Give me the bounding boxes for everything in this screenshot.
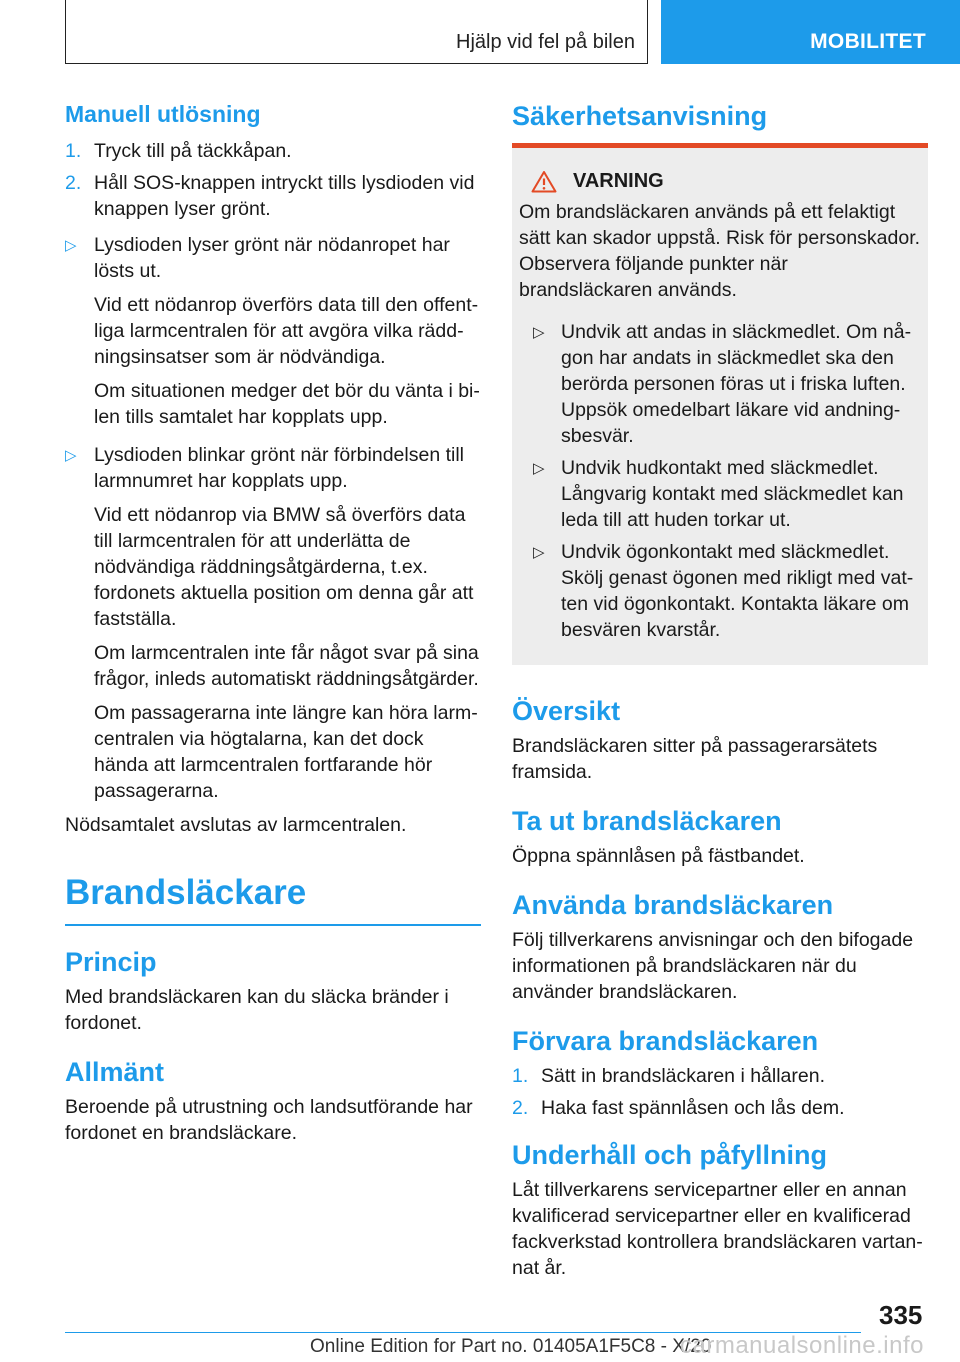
overview-text: Brandsläckaren sitter på passagerarsätets framsida. [512, 735, 878, 783]
triangle-bullet-icon: ▷ [65, 447, 77, 464]
triangle-bullet-icon: ▷ [533, 544, 545, 561]
warning-box [512, 148, 928, 665]
warning-title: VARNING [519, 170, 921, 193]
overview-heading: Översikt [512, 696, 621, 726]
remove-heading: Ta ut brandsläckaren [512, 806, 782, 836]
list-item: 1. Sätt in brandsläckaren i hållaren. [512, 1065, 825, 1087]
general-text: Beroende på utrustning och landsutförande har fordonet en brandsläckare. [65, 1096, 473, 1144]
list-item: ▷ Undvik att andas in släckmedlet. Om någon har andats in släckmedlet ska den berörda personen föras ut i friska luften. Uppsök omedelbart läkare vid andningsbesvär. [533, 321, 912, 447]
page-number: 335 [879, 1300, 923, 1330]
warning-text: Om brandsläckaren används på ett felaktigt sätt kan skador uppstå. Risk för personskador. Observera följande punkter när brandsläckaren används. [519, 201, 921, 301]
warning-list [519, 319, 921, 643]
triangle-bullet-icon: ▷ [533, 324, 545, 341]
warning-triangle-icon [531, 170, 557, 193]
store-steps-list [512, 1063, 928, 1121]
list-item: 2. Håll SOS-knappen intryckt tills lysdioden vid knappen lyser grönt. [65, 172, 475, 220]
triangle-bullet-icon: ▷ [65, 237, 77, 254]
page-title: Brandsläckare [65, 873, 307, 912]
main-heading-block [65, 872, 481, 926]
maintenance-text: Låt tillverkarens servicepartner eller en annan kvalificerad servicepartner eller en kvalificerad fackverkstad kontrollera brandsläckaren vartannat år. [512, 1179, 923, 1279]
safety-heading: Säkerhetsanvisning [512, 101, 768, 131]
maintenance-heading: Underhåll och påfyllning [512, 1140, 828, 1170]
principle-heading: Princip [65, 947, 157, 977]
chapter-title: Hjälp vid fel på bilen [65, 0, 648, 64]
general-heading: Allmänt [65, 1057, 165, 1087]
left-column [65, 100, 481, 1146]
manual-release-heading: Manuell utlösning [65, 101, 261, 127]
led-status-list [65, 232, 481, 804]
principle-text: Med brandsläckaren kan du släcka bränder i fordonet. [65, 986, 449, 1034]
safety-heading-block [512, 100, 928, 148]
remove-text: Öppna spännlåsen på fästbandet. [512, 845, 805, 867]
list-item: 1. Tryck till på täckkåpan. [65, 140, 292, 162]
list-item: ▷ Lysdioden lyser grönt när nödanropet har lösts ut. Vid ett nödanrop överförs data till den offentliga larmcentralen för att avgöra vilka räddningsinsatser som är nödvändiga. Om situationen medger det bör du vänta i bilen tills samtalet har kopplats upp. [65, 234, 480, 428]
list-item: ▷ Undvik ögonkontakt med släckmedlet. Skölj genast ögonen med rikligt med vatten vid ögonkontakt. Kontakta läkare om besvären kvarstår. [533, 541, 914, 641]
use-heading: Använda brandsläckaren [512, 890, 834, 920]
list-item: 2. Haka fast spännlåsen och lås dem. [512, 1097, 845, 1119]
use-text: Följ tillverkarens anvisningar och den bifogade informationen på brandsläckaren när du använder brandsläckaren. [512, 929, 914, 1003]
triangle-bullet-icon: ▷ [533, 460, 545, 477]
list-item: ▷ Undvik hudkontakt med släckmedlet. Långvarig kontakt med släckmedlet kan leda till att huden torkar ut. [533, 457, 904, 531]
section-tab[interactable]: MOBILITET [661, 0, 960, 64]
right-column [512, 100, 928, 1281]
manual-steps-list [65, 138, 481, 222]
store-heading: Förvara brandsläckaren [512, 1026, 819, 1056]
list-item: ▷ Lysdioden blinkar grönt när förbindelsen till larmnumret har kopplats upp. Vid ett nödanrop via BMW så överförs data till larmcentralen för att underlätta de nödvändiga räddningsåtgärderna, t.ex. fordonets aktuella position om denna går att fastställa. Om larmcentralen inte får något svar på sina frågor, inleds automatiskt räddningsåtgärder. Om passagerarna inte längre kan höra larmcentralen via högtalarna, kan det dock hända att larmcentralen fortfarande hör passagerarna. [65, 444, 479, 802]
watermark: carmanualsonline.info [680, 1332, 924, 1359]
edition-info: Online Edition for Part no. 01405A1F5C8 - X/20 [310, 1336, 712, 1357]
call-end-text: Nödsamtalet avslutas av larmcentralen. [65, 814, 407, 836]
